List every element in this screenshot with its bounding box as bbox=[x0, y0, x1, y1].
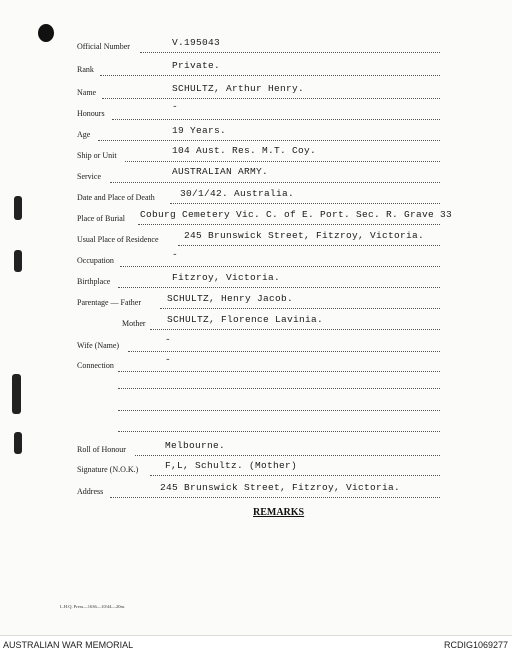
place-of-burial-value: Coburg Cemetery Vic. C. of E. Port. Sec. R. Grave 33 bbox=[140, 209, 453, 220]
binding-mark-1 bbox=[14, 196, 22, 220]
binding-mark-2 bbox=[14, 250, 22, 272]
address-line bbox=[110, 497, 440, 498]
ship-or-unit-label: Ship or Unit bbox=[77, 151, 117, 160]
birthplace-value: Fitzroy, Victoria. bbox=[172, 272, 281, 283]
mother-line bbox=[150, 329, 440, 330]
roll-of-honour-value: Melbourne. bbox=[165, 440, 226, 451]
connection-label: Connection bbox=[77, 361, 114, 370]
signature-nok-line bbox=[150, 475, 440, 476]
rank-label: Rank bbox=[77, 65, 94, 74]
place-of-burial-label: Place of Burial bbox=[77, 214, 125, 223]
address-label: Address bbox=[77, 487, 104, 496]
honours-label: Honours bbox=[77, 109, 105, 118]
remarks-heading: REMARKS bbox=[253, 507, 305, 518]
rank-line bbox=[100, 75, 440, 76]
usual-residence-label: Usual Place of Residence bbox=[77, 235, 159, 244]
footer-institution: AUSTRALIAN WAR MEMORIAL bbox=[3, 640, 134, 650]
date-place-death-line bbox=[170, 203, 440, 204]
service-value: AUSTRALIAN ARMY. bbox=[172, 166, 269, 177]
birthplace-label: Birthplace bbox=[77, 277, 111, 286]
binding-mark-4 bbox=[14, 432, 22, 454]
blank-line-2 bbox=[118, 410, 440, 411]
name-label: Name bbox=[77, 88, 97, 97]
mother-label: Mother bbox=[122, 319, 146, 328]
date-place-death-value: 30/1/42. Australia. bbox=[180, 188, 295, 199]
blank-line-3 bbox=[118, 431, 440, 432]
roll-of-honour-label: Roll of Honour bbox=[77, 445, 126, 454]
archive-footer bbox=[0, 635, 512, 654]
occupation-line bbox=[120, 266, 440, 267]
parentage-father-line bbox=[160, 308, 440, 309]
signature-nok-label: Signature (N.O.K.) bbox=[77, 465, 139, 474]
birthplace-line bbox=[118, 287, 440, 288]
official-number-line bbox=[140, 52, 440, 53]
parentage-father-label: Parentage — Father bbox=[77, 298, 141, 307]
ship-or-unit-line bbox=[125, 161, 440, 162]
usual-residence-line bbox=[178, 245, 440, 246]
parentage-father-value: SCHULTZ, Henry Jacob. bbox=[167, 293, 294, 304]
punch-hole-top bbox=[38, 24, 54, 42]
service-label: Service bbox=[77, 172, 101, 181]
rank-value: Private. bbox=[172, 60, 221, 71]
name-value: SCHULTZ, Arthur Henry. bbox=[172, 83, 305, 94]
age-label: Age bbox=[77, 130, 91, 139]
printer-imprint: L.H.Q. Press—1636—10/44—20m. bbox=[60, 604, 126, 609]
honours-line bbox=[112, 119, 440, 120]
ship-or-unit-value: 104 Aust. Res. M.T. Coy. bbox=[172, 145, 317, 156]
place-of-burial-line bbox=[138, 224, 440, 225]
service-line bbox=[110, 182, 440, 183]
occupation-value: - bbox=[172, 249, 179, 260]
date-place-death-label: Date and Place of Death bbox=[77, 193, 155, 202]
official-number-label: Official Number bbox=[77, 42, 130, 51]
blank-line-1 bbox=[118, 388, 440, 389]
official-number-value: V.195043 bbox=[172, 37, 221, 48]
mother-value: SCHULTZ, Florence Lavinia. bbox=[167, 314, 324, 325]
footer-record-id: RCDIG1069277 bbox=[443, 640, 508, 650]
age-value: 19 Years. bbox=[172, 125, 227, 136]
wife-line bbox=[128, 351, 440, 352]
signature-nok-value: F,L, Schultz. (Mother) bbox=[165, 460, 298, 471]
honours-value: - bbox=[172, 101, 179, 112]
usual-residence-value: 245 Brunswick Street, Fitzroy, Victoria. bbox=[184, 230, 425, 241]
age-line bbox=[98, 140, 440, 141]
wife-label: Wife (Name) bbox=[77, 341, 120, 350]
connection-value: - bbox=[165, 354, 172, 365]
name-line bbox=[102, 98, 440, 99]
occupation-label: Occupation bbox=[77, 256, 114, 265]
address-value: 245 Brunswick Street, Fitzroy, Victoria. bbox=[160, 482, 401, 493]
wife-value: - bbox=[165, 334, 172, 345]
roll-of-honour-line bbox=[135, 455, 440, 456]
binding-mark-3 bbox=[12, 374, 21, 414]
connection-line bbox=[118, 371, 440, 372]
